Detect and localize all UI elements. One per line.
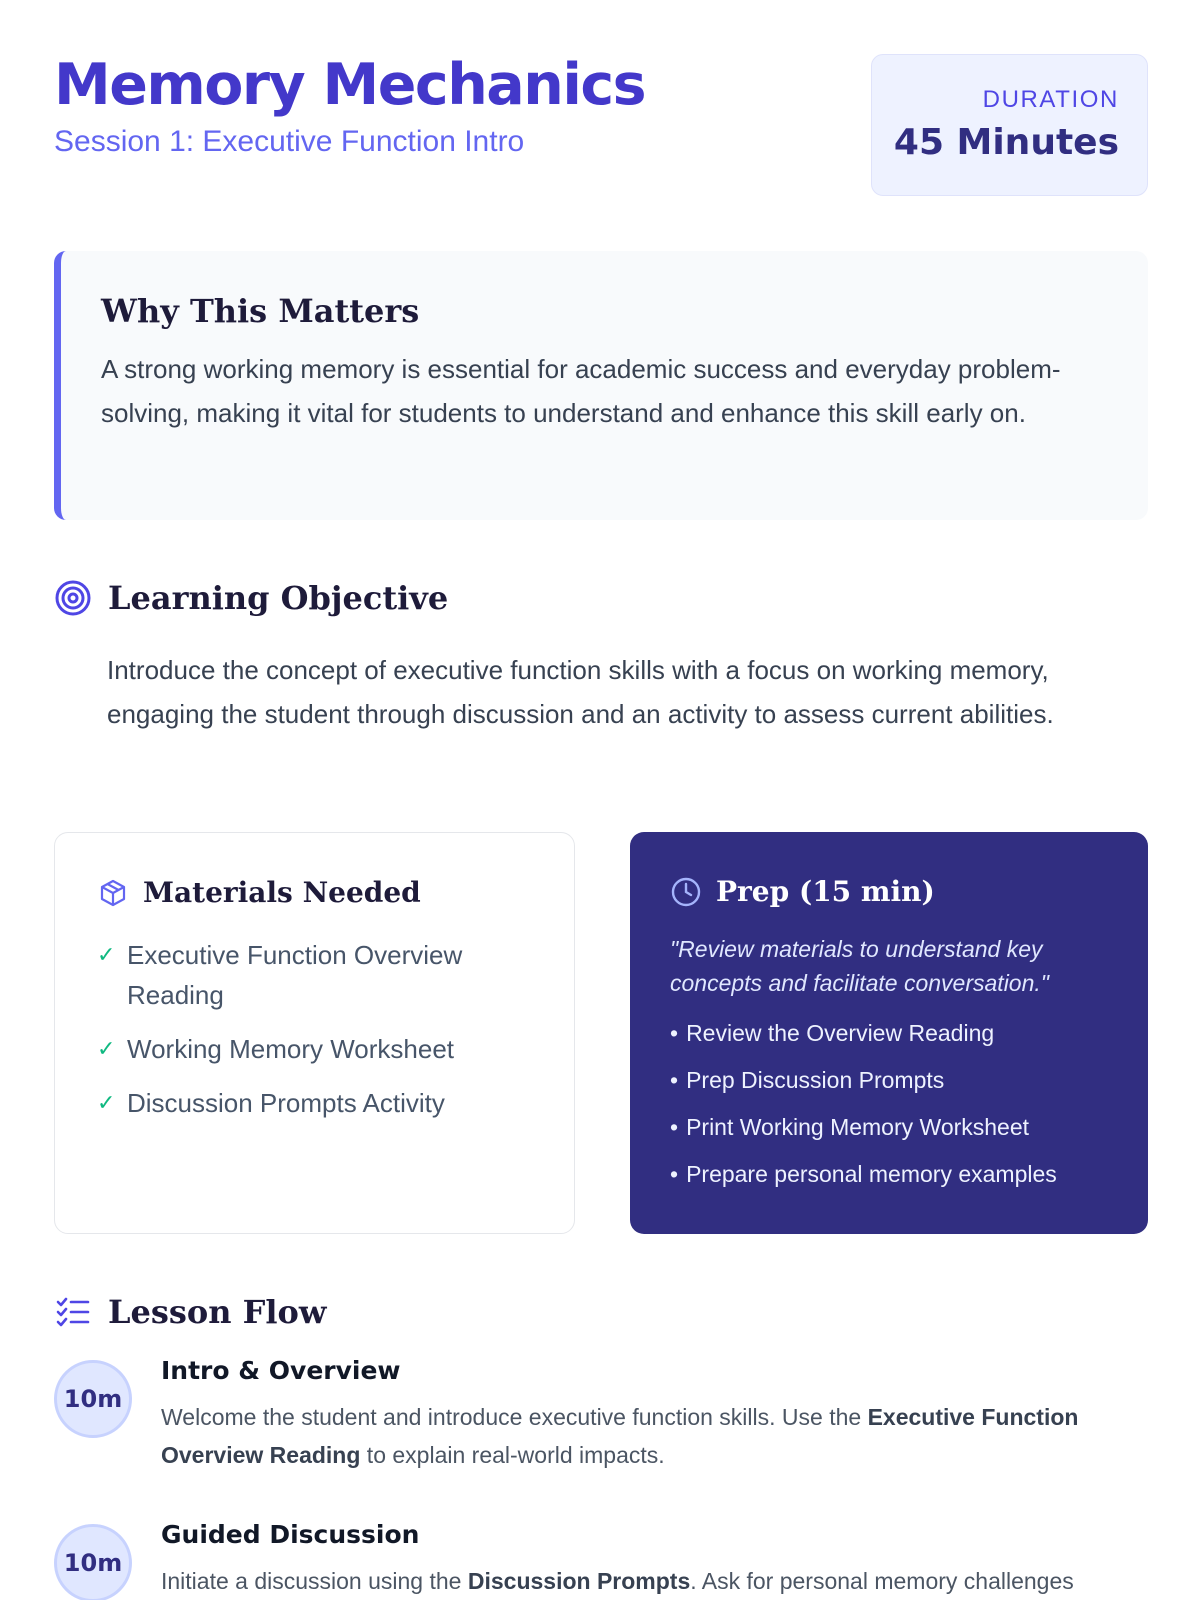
materials-item-label: Discussion Prompts Activity (127, 1088, 445, 1118)
materials-card (54, 832, 575, 1234)
check-icon: ✓ (97, 1090, 116, 1115)
clock-icon (670, 876, 702, 908)
prep-item-label: Prepare personal memory examples (686, 1161, 1057, 1187)
duration-label: DURATION (982, 86, 1119, 113)
prep-item: • Review the Overview Reading (670, 1020, 995, 1046)
step-title: Intro & Overview (161, 1356, 401, 1385)
checklist-icon (54, 1293, 92, 1331)
page-title: Memory Mechanics (54, 52, 646, 118)
step-resource: Executive Function Overview Reading (161, 1404, 1079, 1468)
why-this-matters-callout (54, 251, 1148, 520)
prep-item-label: Review the Overview Reading (686, 1020, 995, 1046)
step-resource: Discussion Prompts (467, 1568, 691, 1594)
target-icon (54, 579, 92, 617)
duration-value: 45 Minutes (893, 122, 1119, 163)
prep-item: • Prep Discussion Prompts (670, 1067, 945, 1093)
duration-badge (871, 54, 1148, 196)
check-icon: ✓ (97, 1036, 116, 1061)
prep-item-label: Prep Discussion Prompts (686, 1067, 945, 1093)
why-title: Why This Matters (101, 292, 420, 330)
materials-item-label: Executive Function Overview Reading (127, 940, 463, 1010)
step-description: Welcome the student and introduce executive function skills. Use the Executive Function Overview Reading to explain real-world impacts. (161, 1404, 1079, 1468)
materials-heading (97, 875, 534, 911)
lesson-flow-heading (54, 1292, 326, 1332)
prep-item: • Print Working Memory Worksheet (670, 1114, 1030, 1140)
prep-list (670, 1010, 1118, 1198)
step-duration-badge: 10m (54, 1360, 132, 1438)
learning-objective-title: Learning Objective (108, 579, 449, 617)
materials-item (97, 935, 534, 1015)
prep-card (630, 832, 1148, 1234)
check-icon: ✓ (97, 942, 116, 967)
materials-list (97, 935, 534, 1123)
page-subtitle: Session 1: Executive Function Intro (54, 125, 525, 158)
prep-quote: "Review materials to understand key concepts and facilitate conversation." (670, 936, 1049, 996)
prep-title: Prep (15 min) (716, 875, 935, 908)
prep-heading (670, 874, 1118, 910)
why-text: A strong working memory is essential for academic success and everyday problem-solving, making it vital for students to understand and enhance this skill early on. (101, 354, 1061, 428)
lesson-flow-title: Lesson Flow (108, 1293, 327, 1331)
step-title: Guided Discussion (161, 1520, 420, 1549)
materials-item-label: Working Memory Worksheet (127, 1034, 455, 1064)
materials-item (97, 1083, 534, 1123)
learning-objective-heading (54, 578, 448, 618)
prep-item-label: Print Working Memory Worksheet (686, 1114, 1030, 1140)
step-description: Initiate a discussion using the Discussion Prompts. Ask for personal memory challenges (161, 1568, 1074, 1594)
materials-title: Materials Needed (143, 876, 421, 909)
learning-objective-text: Introduce the concept of executive function skills with a focus on working memory, engaging the student through discussion and an activity to assess current abilities. (107, 655, 1054, 729)
step-duration-badge: 10m (54, 1524, 132, 1600)
materials-item (97, 1029, 534, 1069)
prep-item: • Prepare personal memory examples (670, 1161, 1057, 1187)
box-icon (97, 877, 129, 909)
